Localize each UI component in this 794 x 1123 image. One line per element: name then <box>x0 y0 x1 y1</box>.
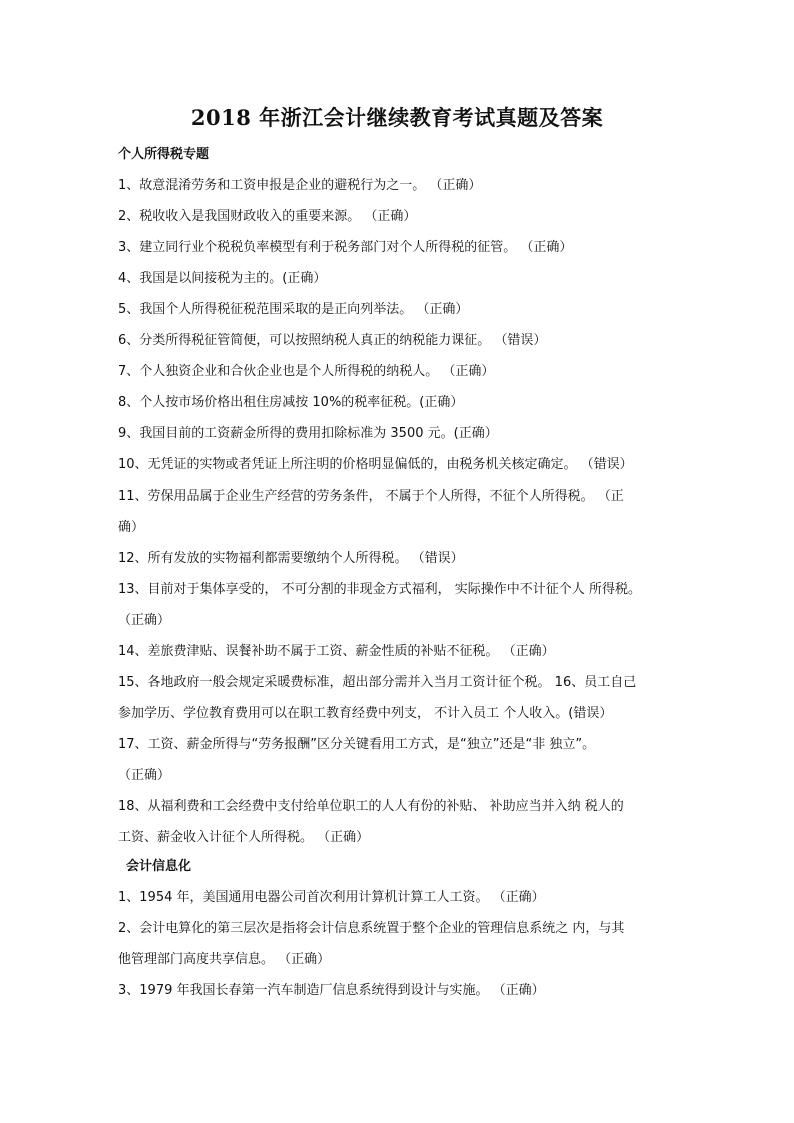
section-heading: 会计信息化 <box>126 859 192 874</box>
text-line: 15、各地政府一般会规定采暖费标准，超出部分需并入当月工资计征个税。 16、员工自己 <box>118 674 637 690</box>
text-line: 12、所有发放的实物福利都需要缴纳个人所得税。 （错误） <box>118 550 464 566</box>
text-line: 10、无凭证的实物或者凭证上所注明的价格明显偏低的，由税务机关核定确定。 （错误） <box>118 457 633 473</box>
text-line: 2、会计电算化的第三层次是指将会计信息系统置于整个企业的管理信息系统之 内，与其 <box>118 921 625 937</box>
document-title: 2018 年浙江会计继续教育考试真题及答案 <box>190 105 604 130</box>
text-line: 9、我国目前的工资薪金所得的费用扣除标准为 3500 元。(正确） <box>118 426 498 442</box>
text-line: （正确） <box>118 612 171 628</box>
text-line: 7、个人独资企业和合伙企业也是个人所得税的纳税人。 （正确） <box>118 364 495 380</box>
text-line: 17、工资、薪金所得与“劳务报酬”区分关键看用工方式，是“独立”还是“非 独立”。 <box>118 736 596 752</box>
text-line: 14、差旅费津贴、误餐补助不属于工资、薪金性质的补贴不征税。 （正确） <box>118 643 555 659</box>
text-line: 5、我国个人所得税征税范围采取的是正向列举法。 （正确） <box>118 302 469 318</box>
text-line: 1、故意混淆劳务和工资申报是企业的避税行为之一。 （正确） <box>118 178 482 193</box>
text-line: 工资、薪金收入计征个人所得税。 （正确） <box>118 830 370 846</box>
text-line: 1、1954 年，美国通用电器公司首次利用计算机计算工人工资。 （正确） <box>118 890 545 905</box>
text-line: 13、目前对于集体享受的， 不可分割的非现金方式福利， 实际操作中不计征个人 所得税。 <box>118 581 641 597</box>
text-line: 4、我国是以间接税为主的。(正确） <box>118 271 327 287</box>
text-line: 8、个人按市场价格出租住房减按 10%的税率征税。(正确） <box>118 395 464 411</box>
section-heading: 个人所得税专题 <box>118 147 210 162</box>
text-line: 确） <box>118 519 145 535</box>
text-line: 3、1979 年我国长春第一汽车制造厂信息系统得到设计与实施。 （正确） <box>118 983 545 999</box>
text-line: 6、分类所得税征管简便，可以按照纳税人真正的纳税能力课征。 （错误） <box>118 333 547 349</box>
text-line: （正确） <box>118 767 171 783</box>
text-line: 11、劳保用品属于企业生产经营的劳务条件， 不属于个人所得，不征个人所得税。 （正 <box>118 488 624 504</box>
text-line: 他管理部门高度共享信息。 （正确） <box>118 952 331 968</box>
text-line: 18、从福利费和工会经费中支付给单位职工的人人有份的补贴、 补助应当并入纳 税人的 <box>118 799 624 814</box>
text-line: 3、建立同行业个税税负率模型有利于税务部门对个人所得税的征管。 （正确） <box>118 240 573 256</box>
text-line: 2、税收收入是我国财政收入的重要来源。 （正确） <box>118 209 417 225</box>
text-line: 参加学历、学位教育费用可以在职工教育经费中列支， 不计入员工 个人收入。(错误） <box>118 705 613 721</box>
